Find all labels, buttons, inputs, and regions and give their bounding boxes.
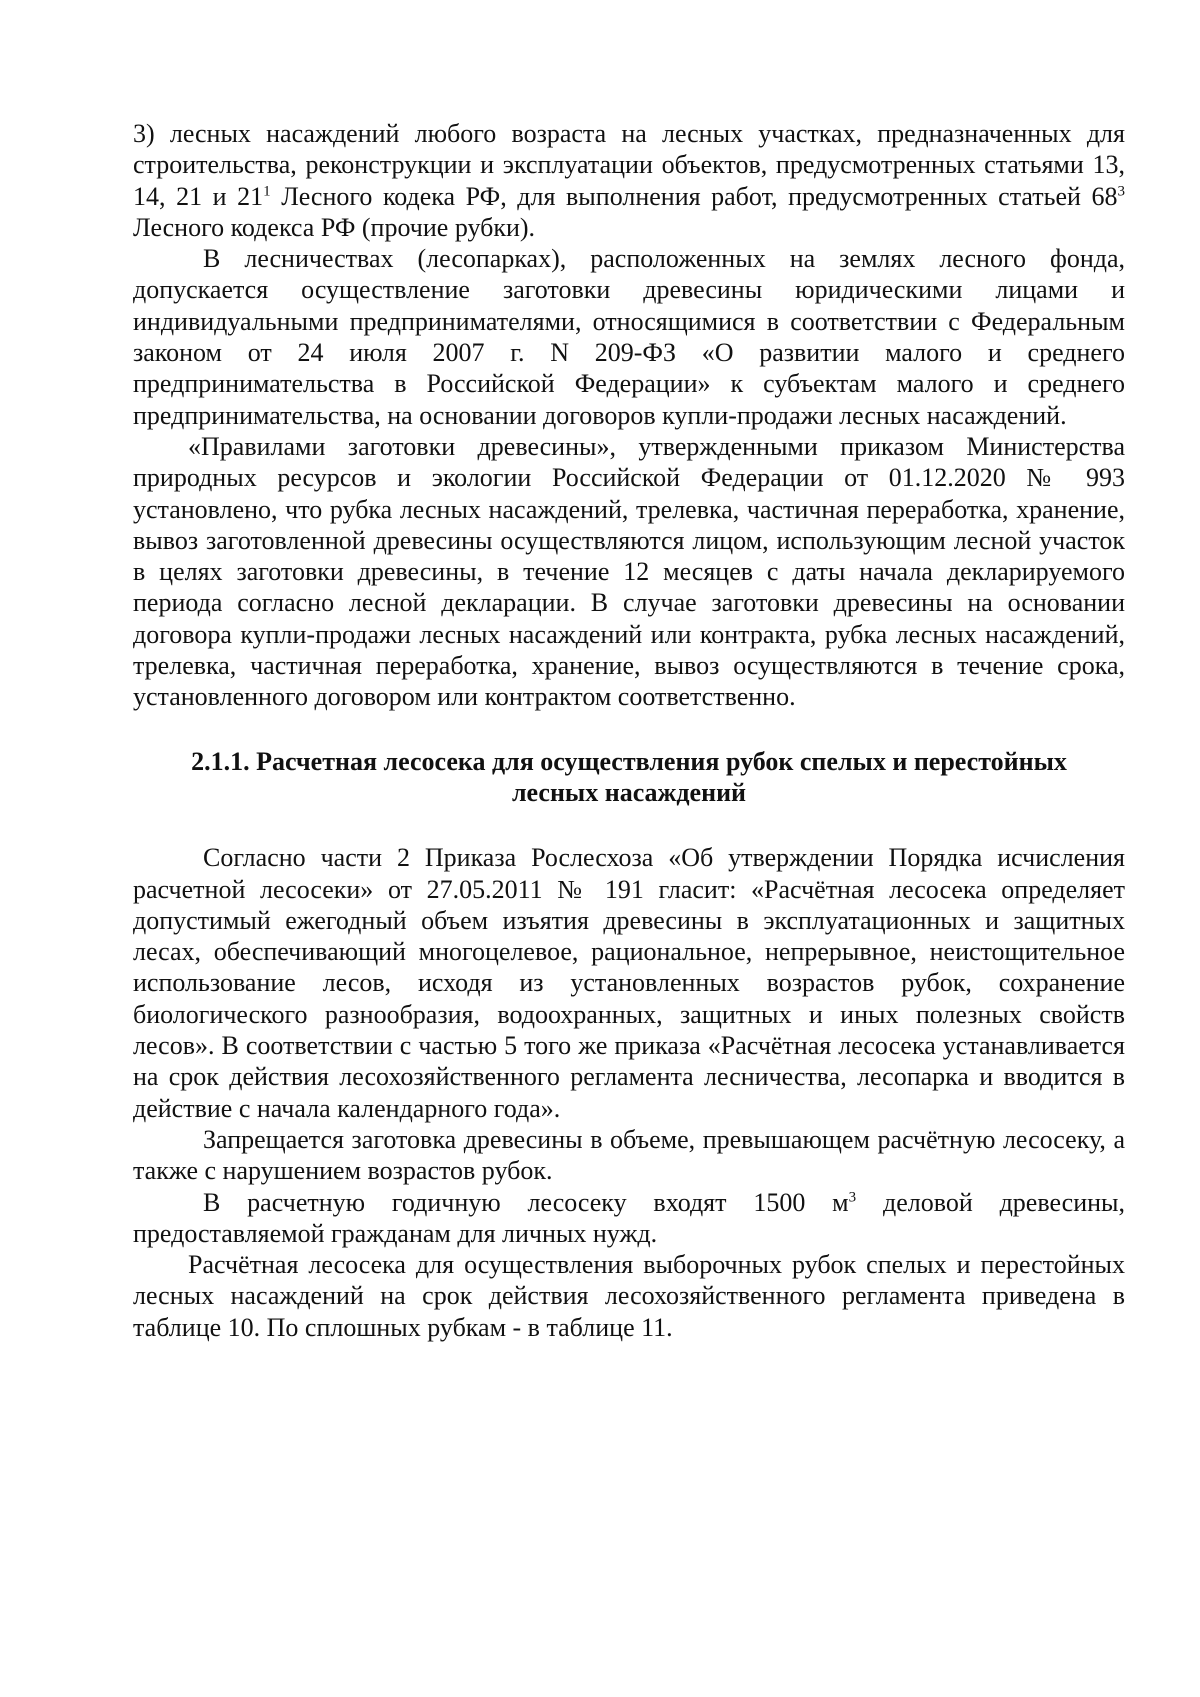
paragraph-text: 3) лесных насаждений любого возраста на лесных участках, предназначенных для строительства, реконструкции и эксплуатации объектов, предусмотренных статьями 13, 14, 21 и 21 bbox=[133, 119, 1125, 211]
superscript: 3 bbox=[848, 1188, 857, 1205]
paragraph-prohibition: Запрещается заготовка древесины в объеме, превышающем расчётную лесосеку, а также с нарушением возрастов рубок. bbox=[133, 1124, 1125, 1186]
document-page bbox=[133, 118, 1125, 1343]
superscript: 1 bbox=[263, 182, 271, 199]
paragraph-rosleskhoz-order: Согласно части 2 Приказа Рослесхоза «Об утверждении Порядка исчисления расчетной лесосеки» от 27.05.2011 № 191 гласит: «Расчётная лесосека определяет допустимый ежегодный объем изъятия древесины в эксплуатационных и защитных лесах, обеспечивающий многоцелевое, рациональное, непрерывное, неистощительное использование лесов, исходя из установленных возрастов рубок, сохранение биологического разнообразия, водоохранных, защитных и иных полезных свойств лесов». В соответствии с частью 5 того же приказа «Расчётная лесосека устанавливается на срок действия лесохозяйственного регламента лесничества, лесопарка и вводится в действие с начала календарного года». bbox=[133, 843, 1125, 1123]
paragraph-text: деловой древесины, предоставляемой гражданам для личных нужд. bbox=[133, 1187, 1125, 1248]
paragraph-text: Лесного кодека РФ, для выполнения работ, предусмотренных статьей 68 bbox=[270, 181, 1118, 211]
paragraph-text: В расчетную годичную лесосеку входят 1500 м bbox=[203, 1187, 849, 1217]
paragraph-harvesting-rules: «Правилами заготовки древесины», утвержденными приказом Министерства природных ресурсов и экологии Российской Федерации от 01.12.2020 № 993 установлено, что рубка лесных насаждений, трелевка, частичная переработка, хранение, вывоз заготовленной древесины осуществляются лицом, использующим лесной участок в целях заготовки древесины, в течение 12 месяцев с даты начала декларируемого периода согласно лесной декларации. В случае заготовки древесины на основании договора купли-продажи лесных насаждений или контракта, рубка лесных насаждений, трелевка, частичная переработка, хранение, вывоз осуществляются в течение срока, установленного договором или контрактом соответственно. bbox=[133, 431, 1125, 712]
section-heading-line-2: лесных насаждений bbox=[511, 777, 747, 807]
paragraph-text: Лесного кодекса РФ (прочие рубки). bbox=[133, 212, 536, 242]
paragraph-other-cuttings bbox=[133, 118, 1125, 243]
section-heading-line-1: 2.1.1. Расчетная лесосека для осуществления рубок спелых и перестойных bbox=[191, 746, 1067, 776]
paragraph-personal-needs bbox=[133, 1187, 1125, 1250]
paragraph-small-business: В лесничествах (лесопарках), расположенных на землях лесного фонда, допускается осуществление заготовки древесины юридическими лицами и индивидуальными предпринимателями, относящимися в соответствии с Федеральным законом от 24 июля 2007 г. N 209-ФЗ «О развитии малого и среднего предпринимательства в Российской Федерации» к субъектам малого и среднего предпринимательства, на основании договоров купли-продажи лесных насаждений. bbox=[133, 244, 1125, 430]
paragraph-table-reference: Расчётная лесосека для осуществления выборочных рубок спелых и перестойных лесных насаждений на срок действия лесохозяйственного регламента приведена в таблице 10. По сплошных рубкам - в таблице 11. bbox=[133, 1250, 1125, 1342]
superscript: 3 bbox=[1117, 182, 1125, 199]
section-heading bbox=[133, 746, 1125, 809]
